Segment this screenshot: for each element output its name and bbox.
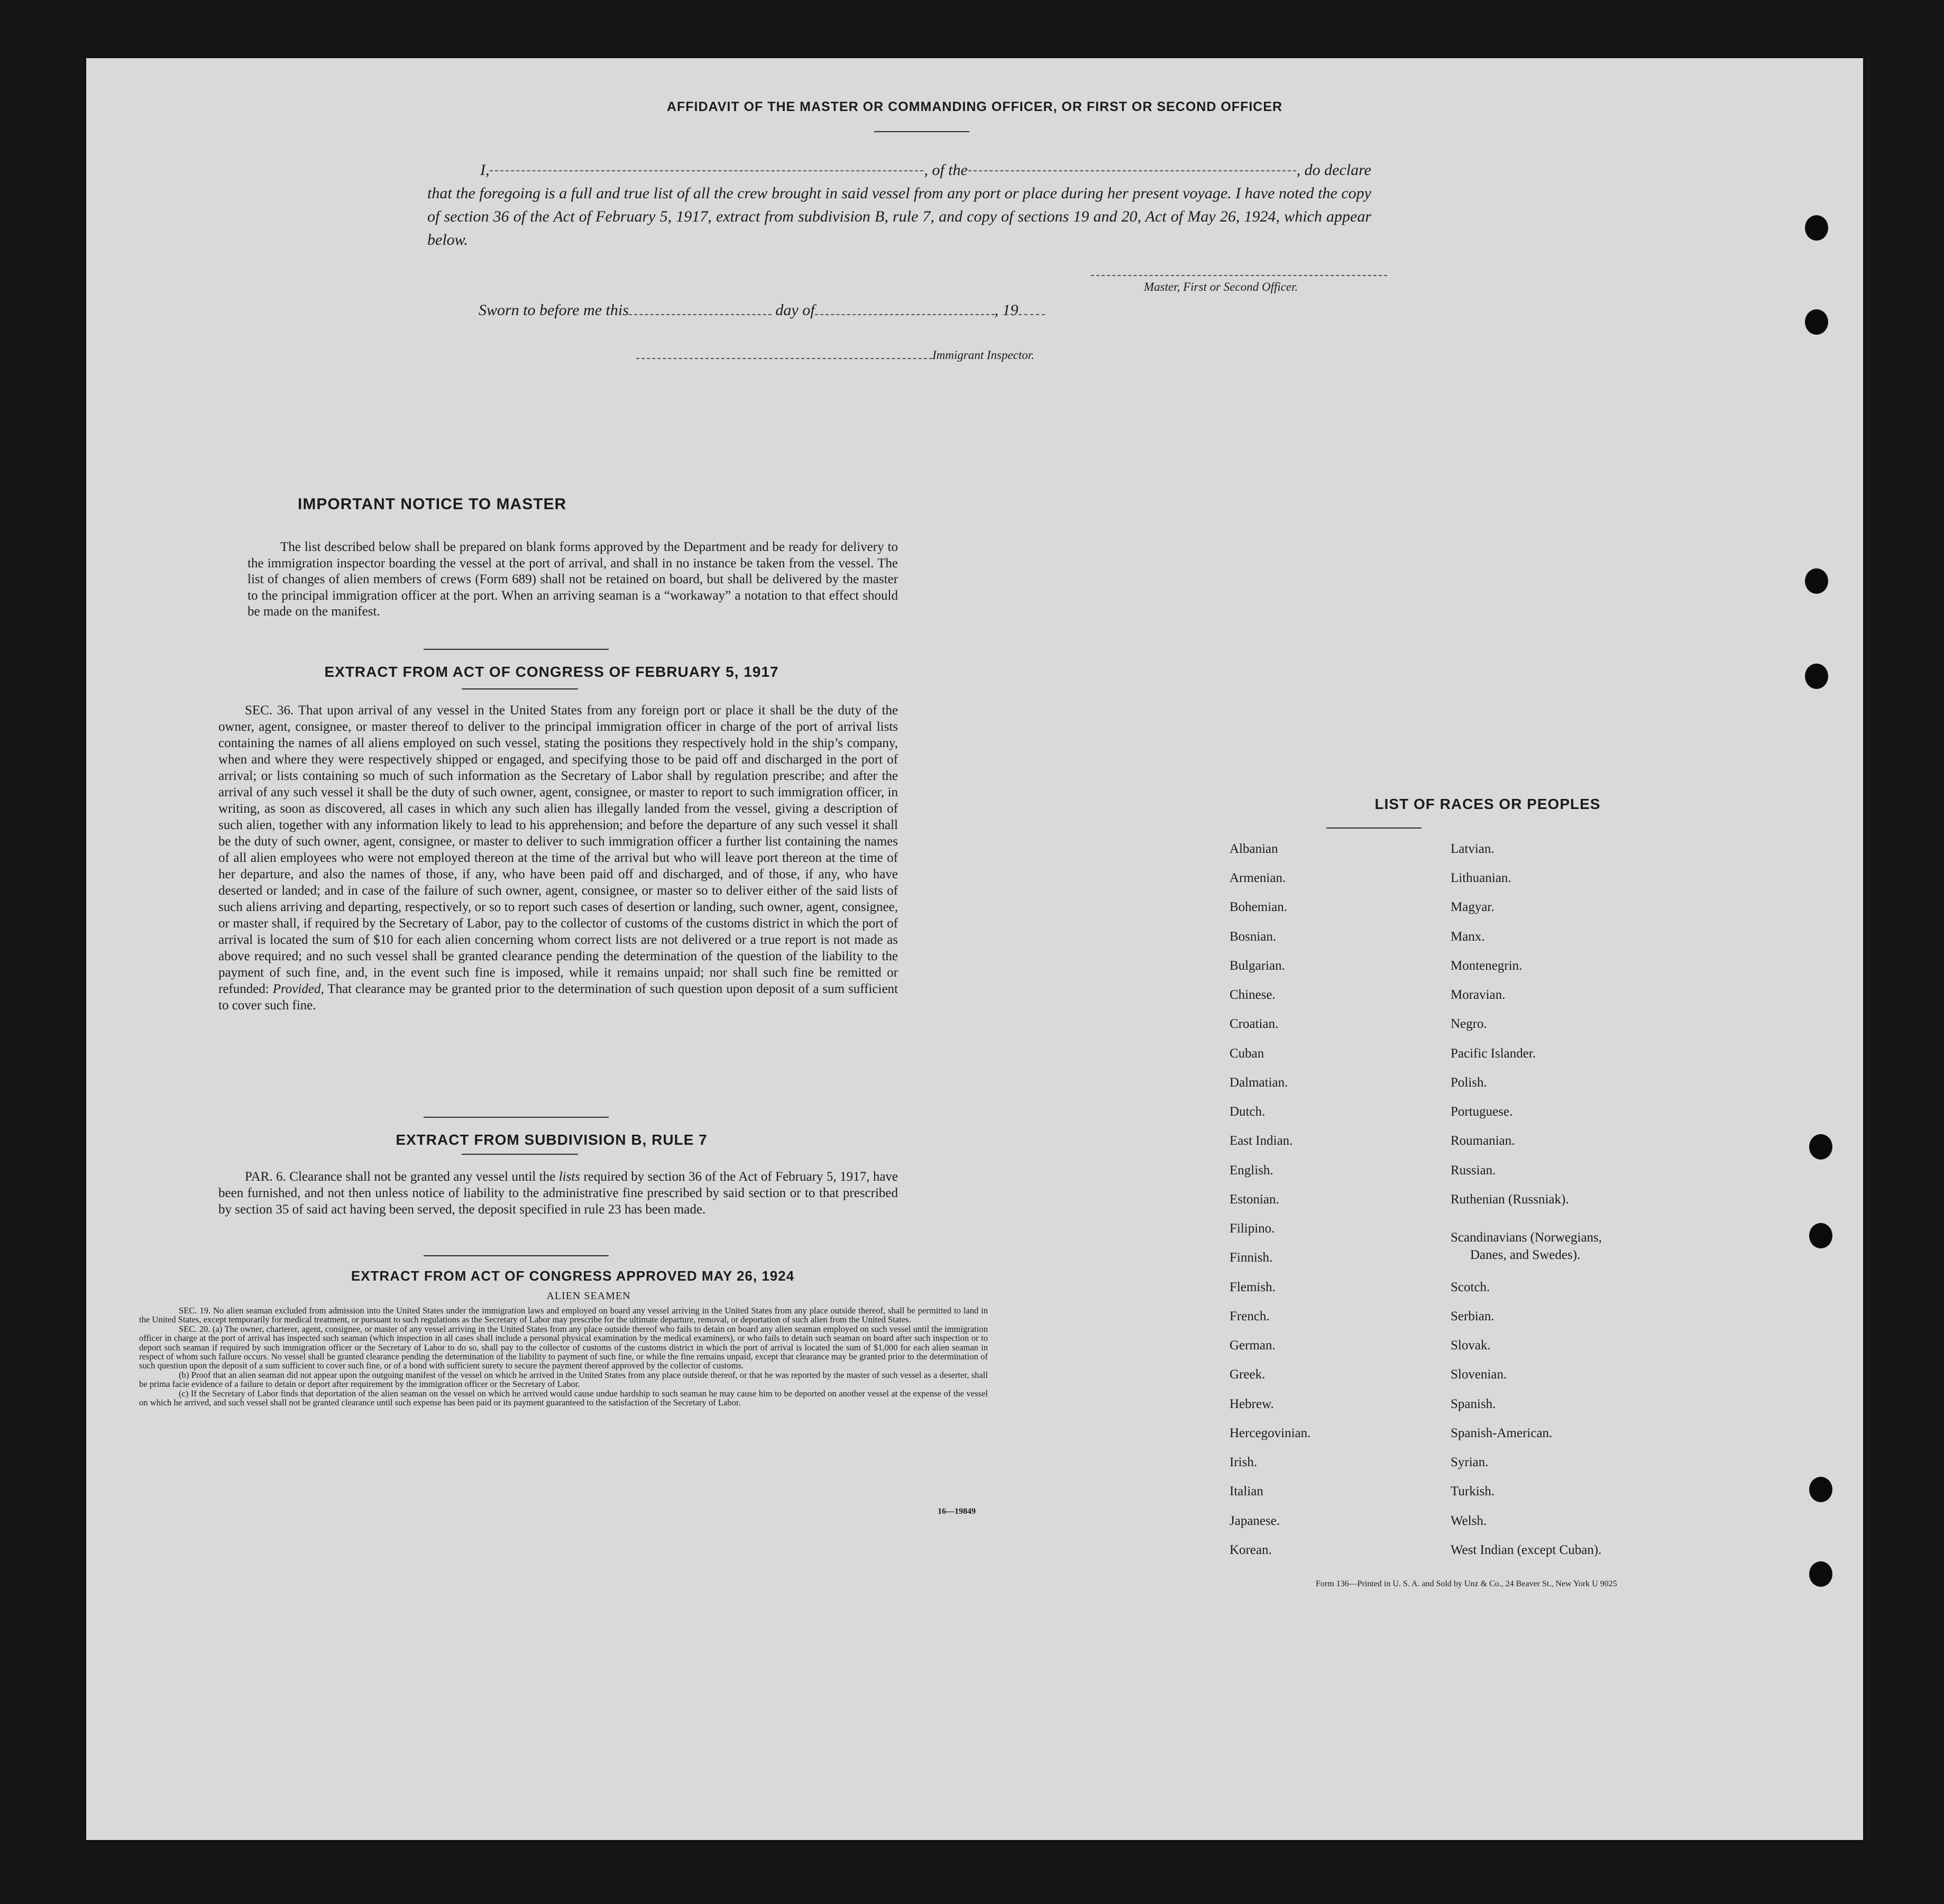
race-item: Chinese. (1230, 988, 1276, 1002)
document-page (86, 58, 1863, 1840)
race-item: Croatian. (1230, 1017, 1279, 1031)
affidavit-text (427, 159, 1371, 252)
binder-hole (1809, 1561, 1832, 1587)
affidavit-i: I, (480, 161, 490, 179)
year-blank (1019, 302, 1045, 315)
sworn-day-of: day of (775, 301, 815, 319)
race-item: Bohemian. (1230, 900, 1288, 914)
binder-hole (1809, 1223, 1832, 1248)
paragraph-6-text-b: required by section 36 of the Act of February 5, 1917, have been furnished, and not then unless notice of liability to the administrative fine prescribed by said section or to that prescribed by section 35 of said act having been served, the deposit specified in rule 23 has been made. (218, 1170, 898, 1217)
race-item: Syrian. (1451, 1455, 1489, 1469)
binder-hole (1805, 215, 1828, 241)
sworn-year: , 19 (994, 301, 1019, 319)
race-item: Roumanian. (1451, 1134, 1515, 1148)
paragraph-6-label: PAR. 6. (245, 1170, 286, 1184)
race-item: Dutch. (1230, 1105, 1266, 1119)
inspector-line (636, 346, 1034, 362)
race-item: Spanish. (1451, 1397, 1496, 1411)
races-title: LIST OF RACES OR PEOPLES (1374, 796, 1601, 812)
race-item: Hebrew. (1230, 1397, 1274, 1411)
race-item: Greek. (1230, 1367, 1266, 1382)
section-36-provided: Provided, (272, 982, 324, 996)
race-item: Armenian. (1230, 871, 1286, 885)
binder-hole (1805, 664, 1828, 689)
race-item: Latvian. (1451, 842, 1494, 856)
law-1924-text (139, 1306, 988, 1407)
race-item: Slovak. (1451, 1338, 1491, 1353)
month-blank (815, 302, 995, 315)
section-36-label: SEC. 36. (245, 703, 294, 718)
race-item: Estonian. (1230, 1192, 1279, 1207)
section-19-text: SEC. 19. No alien seaman excluded from admission into the United States under the immigration laws and employed on board any vessel arriving in the United States from any place outside thereof, shall be permitted to land in the United States, except temporarily for medical treatment, or pursuant to such regulations as the Secretary of Labor may prescribe for the ultimate departure, removal, or deportation of such alien from the United States. (139, 1305, 988, 1325)
section-20c-text: (c) If the Secretary of Labor finds that deportation of the alien seaman on the vessel on which he arrived would cause undue hardship to such seaman he may cause him to be deported on another vessel at the expense of the vessel on which he arrived, and such vessel shall not be granted clearance until such expense has been paid or its payment guaranteed to the satisfaction of the Secretary of Labor. (139, 1388, 988, 1408)
inspector-blank (636, 346, 932, 359)
race-item: Negro. (1451, 1017, 1487, 1031)
race-item: Welsh. (1451, 1514, 1487, 1528)
sworn-line (479, 301, 1045, 319)
race-item: Filipino. (1230, 1221, 1275, 1236)
day-blank (629, 302, 772, 315)
binder-hole (1809, 1477, 1832, 1502)
divider (424, 1117, 609, 1118)
binder-hole (1805, 309, 1828, 335)
affidavit-of-the: , of the (924, 161, 968, 179)
race-item: Scotch. (1451, 1280, 1490, 1294)
race-item: East Indian. (1230, 1134, 1293, 1148)
section-36-text-b: That clearance may be granted prior to the determination of such question upon deposit of a sum sufficient to cover such fine. (218, 982, 898, 1013)
race-item: English. (1230, 1163, 1273, 1178)
divider (874, 131, 969, 132)
race-item: Serbian. (1451, 1309, 1494, 1323)
race-item: Albanian (1230, 842, 1278, 856)
race-item: Finnish. (1230, 1250, 1273, 1265)
paragraph-6-text (218, 1169, 898, 1218)
master-signature-label: Master, First or Second Officer. (1144, 280, 1298, 293)
section-36-text-a: That upon arrival of any vessel in the United States from any foreign port or place it shall be the duty of the owner, agent, consignee, or master thereof to deliver to the principal immigration officer in charge of the port of arrival lists containing the names of all aliens employed on such vessel, stating the positions they respectively hold in the ship’s company, when and where they were respectively shipped or engaged, and specifying those to be paid off and discharged in the port of arrival; or lists containing so much of such information as the Secretary of Labor shall by regulation prescribe; and after the arrival of any such vessel it shall be the duty of such owner, agent, consignee, or master to report to such immigration officer, in writing, as soon as discovered, all cases in which any such alien has illegally landed from the vessel, giving a description of such alien, together with any information likely to lead to his apprehension; and before the departure of any such vessel it shall be the duty of such owner, agent, consignee, or master to deliver to such immigration officer a further list containing the names of all alien employees who were not employed thereon at the time of the arrival but who will leave port thereon at the time of her departure, and also the names of those, if any, who have been paid off and discharged, and of those, if any, who have deserted or landed; and in case of the failure of such owner, agent, consignee, or master so to deliver either of the said lists of such aliens arriving and departing, respectively, or so to report such cases of desertion or landing, such owner, agent, consignee, or master shall, if required by the Secretary of Labor, pay to the collector of customs of the customs district in which the port of arrival is located the sum of $10 for each alien concerning whom correct lists are not delivered or a true report is not made as above required; and no such vessel shall be granted clearance pending the determination of the question of the liability to the payment of such fine, and, in the event such fine is imposed, while it remains unpaid; nor shall such fine be remitted or refunded: (218, 703, 898, 996)
race-item: German. (1230, 1338, 1276, 1353)
sworn-prefix: Sworn to before me this (479, 301, 629, 319)
race-item: Slovenian. (1451, 1367, 1507, 1382)
inspector-label: Immigrant Inspector. (932, 348, 1034, 362)
binder-hole (1805, 568, 1828, 594)
race-item: Manx. (1451, 930, 1485, 944)
divider (1326, 827, 1422, 829)
race-item: Irish. (1230, 1455, 1258, 1469)
race-item: Dalmatian. (1230, 1075, 1288, 1090)
notice-body: The list described below shall be prepared on blank forms approved by the Department and be ready for delivery to the immigration inspector boarding the vessel at the port of arrival, and shall in no instance be taken from the vessel. The list of changes of alien members of crews (Form 689) shall not be retained on board, but shall be delivered by the master to the principal immigration officer at the port. When an arriving seaman is a “workaway” a notation to that effect should be made on the manifest. (247, 540, 898, 619)
race-item: Italian (1230, 1484, 1263, 1498)
race-item: Bosnian. (1230, 930, 1277, 944)
section-20b-text: (b) Proof that an alien seaman did not appear upon the outgoing manifest of the vessel on which he arrived in the United States from any place outside thereof, or that he was reported by the master of such vessel as a deserter, shall be prima facie evidence of a failure to detain or deport after requirement by the immigration officer or the Secretary of Labor. (139, 1369, 988, 1390)
vessel-blank (968, 159, 1296, 171)
affidavit-title: AFFIDAVIT OF THE MASTER OR COMMANDING OFFICER, OR FIRST OR SECOND OFFICER (666, 99, 1283, 114)
form-note: Form 136—Printed in U. S. A. and Sold by Unz & Co., 24 Beaver St., New York U 9025 (1316, 1579, 1617, 1588)
notice-title: IMPORTANT NOTICE TO MASTER (298, 495, 567, 513)
affidavit-body: that the foregoing is a full and true list of all the crew brought in said vessel from any port or place during her present voyage. I have noted the copy of section 36 of the Act of February 5, 1917, extract from subdivision B, rule 7, and copy of sections 19 and 20, Act of May 26, 1924, which appear below. (427, 185, 1371, 249)
race-item: Polish. (1451, 1075, 1487, 1090)
name-blank (490, 159, 923, 171)
race-item: West Indian (except Cuban). (1451, 1543, 1602, 1557)
race-item: Portuguese. (1451, 1105, 1513, 1119)
race-item: French. (1230, 1309, 1270, 1323)
race-item: Danes, and Swedes). (1470, 1248, 1581, 1262)
alien-seamen-subtitle: ALIEN SEAMEN (546, 1290, 631, 1302)
race-item: Hercegovinian. (1230, 1426, 1311, 1440)
race-item: Spanish-American. (1451, 1426, 1553, 1440)
race-item: Japanese. (1230, 1514, 1280, 1528)
race-item: Moravian. (1451, 988, 1506, 1002)
race-item: Bulgarian. (1230, 959, 1285, 973)
extract-1924-title: EXTRACT FROM ACT OF CONGRESS APPROVED MAY 26, 1924 (351, 1268, 795, 1284)
race-item: Turkish. (1451, 1484, 1495, 1498)
paragraph-6-lists: lists (558, 1170, 580, 1184)
race-item: Flemish. (1230, 1280, 1276, 1294)
race-item: Pacific Islander. (1451, 1046, 1536, 1061)
race-item: Scandinavians (Norwegians, (1451, 1230, 1602, 1245)
binder-hole (1809, 1134, 1832, 1160)
race-item: Russian. (1451, 1163, 1496, 1178)
section-20a-text: SEC. 20. (a) The owner, charterer, agent, consignee, or master of any vessel arriving in the United States from any place outside thereof who fails to detain on board any alien seaman employed on such vessel until the immigration officer in charge at the port of arrival has inspected such seaman (which inspection in all cases shall include a personal physical examination by the medical examiners), or who fails to detain such seaman on board after such inspection or to deport such seaman if required by such immigration officer or the Secretary of Labor to do so, shall pay to the collector of customs of the customs district in which the port of arrival is located the sum of $1,000 for each alien seaman in respect of whom such failure occurs. No vessel shall be granted clearance pending the determination of the liability to payment of such fine, or while the fine remains unpaid, except that clearance may be granted prior to the determination of such question upon the deposit of a sum sufficient to cover such fine, or of a bond with sufficient surety to secure the payment thereof approved by the collector of customs. (139, 1323, 988, 1371)
divider (462, 1154, 578, 1155)
race-item: Ruthenian (Russniak). (1451, 1192, 1569, 1207)
section-36-text (218, 702, 898, 1014)
master-signature-line (1091, 275, 1387, 276)
extract-rule7-title: EXTRACT FROM SUBDIVISION B, RULE 7 (396, 1132, 708, 1148)
divider (462, 688, 578, 689)
race-item: Lithuanian. (1451, 871, 1511, 885)
race-item: Korean. (1230, 1543, 1272, 1557)
paragraph-6-text-a: Clearance shall not be granted any vessel until the (289, 1170, 556, 1184)
race-item: Cuban (1230, 1046, 1264, 1061)
extract-1917-title: EXTRACT FROM ACT OF CONGRESS OF FEBRUARY 5, 1917 (324, 664, 779, 680)
affidavit-declare: , do declare (1296, 161, 1371, 179)
race-item: Magyar. (1451, 900, 1494, 914)
divider (424, 1255, 609, 1256)
race-item: Montenegrin. (1451, 959, 1523, 973)
divider (424, 649, 609, 650)
print-code: 16—19849 (938, 1507, 976, 1516)
